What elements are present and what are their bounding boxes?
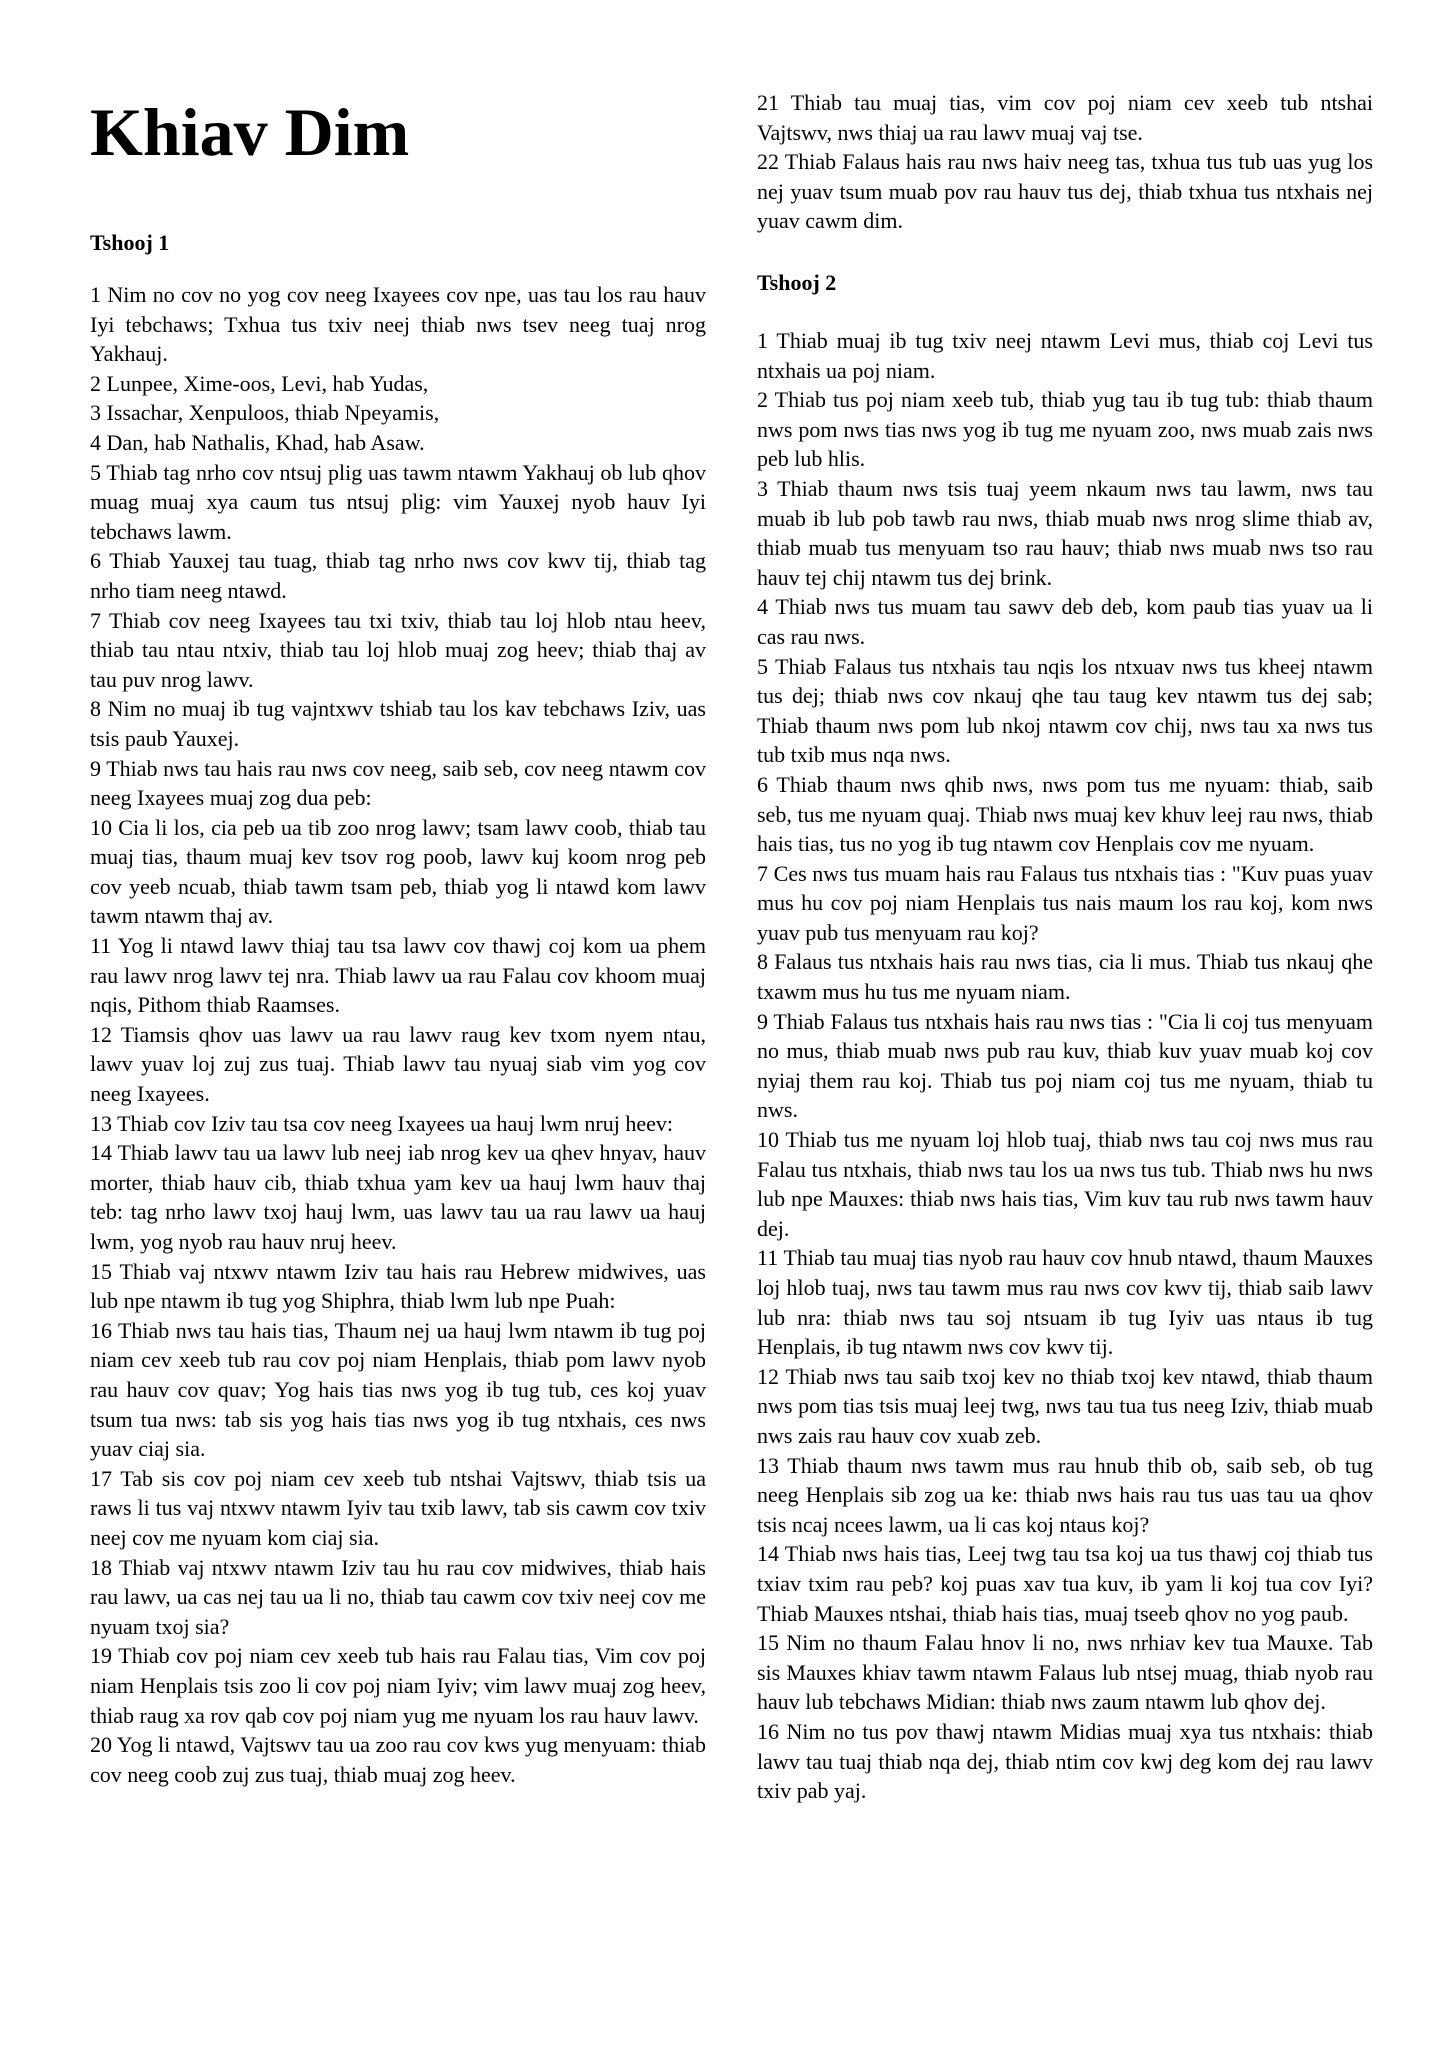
verse: 22 Thiab Falaus hais rau nws haiv neeg tas, txhua tus tub uas yug los nej yuav tsum muab pov rau hauv tus dej, thiab txhua tus ntxhais nej yuav cawm dim. bbox=[757, 149, 1373, 234]
verse: 3 Issachar, Xenpuloos, thiab Npeyamis, bbox=[90, 400, 440, 426]
verse: 14 Thiab nws hais tias, Leej twg tau tsa koj ua tus thawj coj thiab tus txiav txim rau peb? koj puas xav tua kuv, ib yam li koj tua cov Iyi? Thiab Mauxes ntshai, thiab hais tias, muaj tseeb qhov no yog paub. bbox=[757, 1541, 1373, 1626]
verse: 9 Thiab nws tau hais rau nws cov neeg, saib seb, cov neeg ntawm cov neeg Ixayees muaj zog dua peb: bbox=[90, 755, 706, 811]
verse: 6 Thiab Yauxej tau tuag, thiab tag nrho nws cov kwv tij, thiab tag nrho tiam neeg ntawd. bbox=[90, 548, 706, 603]
verse: 5 Thiab Falaus tus ntxhais tau nqis los ntxuav nws tus kheej ntawm tus dej; thiab nws cov nkauj qhe tau taug kev ntawm tus dej sab; Thiab thaum nws pom lub nkoj ntawm cov chij, nws tau xa nws tus tub txib mus nqa nws. bbox=[757, 653, 1373, 768]
verse: 2 Lunpee, Xime-oos, Levi, hab Yudas, bbox=[90, 370, 429, 396]
verse: 13 Thiab thaum nws tawm mus rau hnub thib ob, saib seb, ob tug neeg Henplais sib zog ua ke: thiab nws hais rau tus uas tau ua qhov tsis ncaj ncees lawm, ua li cas koj ntaus koj? bbox=[757, 1452, 1373, 1537]
verse: 7 Ces nws tus muam hais rau Falaus tus ntxhais tias : "Kuv puas yuav mus hu cov poj niam Henplais tus nais maum los rau koj, kom nws yuav pub tus menyuam rau koj? bbox=[757, 860, 1373, 945]
verse: 1 Nim no cov no yog cov neeg Ixayees cov npe, uas tau los rau hauv Iyi tebchaws; Txhua tus txiv neej thiab nws tsev neeg tuaj nrog Yakhauj. bbox=[90, 282, 706, 367]
chapter-heading: Tshooj 2 bbox=[757, 270, 837, 295]
verse: 15 Thiab vaj ntxwv ntawm Iziv tau hais rau Hebrew midwives, uas lub npe ntawm ib tug yog Shiphra, thiab lwm lub npe Puah: bbox=[90, 1258, 706, 1314]
verse: 16 Thiab nws tau hais tias, Thaum nej ua hauj lwm ntawm ib tug poj niam cev xeeb tub rau cov poj niam Henplais, thiab pom lawv nyob rau hauv cov quav; Yog hais tias nws yog ib tug tub, ces koj yuav tsum tua nws: tab sis yog hais tias nws yog ib tug ntxhais, ces nws yuav ciaj sia. bbox=[90, 1317, 706, 1462]
verse: 16 Nim no tus pov thawj ntawm Midias muaj xya tus ntxhais: thiab lawv tau tuaj thiab nqa dej, thiab ntim cov kwj deg kom dej rau lawv txiv pab yaj. bbox=[757, 1718, 1373, 1804]
verse: 7 Thiab cov neeg Ixayees tau txi txiv, thiab tau loj hlob ntau heev, thiab tau ntau ntxiv, thiab tau loj hlob muaj zog heev; thiab thaj av tau puv nrog lawv. bbox=[90, 607, 706, 692]
verse: 14 Thiab lawv tau ua lawv lub neej iab nrog kev ua qhev hnyav, hauv morter, thiab hauv cib, thiab txhua yam kev ua hauj lwm hauv thaj teb: tag nrho lawv txoj hauj lwm, uas lawv tau ua rau lawv ua hauj lwm, yog nyob rau hauv nruj heev. bbox=[90, 1140, 706, 1254]
verse: 9 Thiab Falaus tus ntxhais hais rau nws tias : "Cia li coj tus menyuam no mus, thiab muab nws pub rau kuv, thiab kuv yuav muab koj cov nyiaj them rau koj. Thiab tus poj niam coj tus me nyuam, thiab tu nws. bbox=[757, 1008, 1373, 1123]
verse: 8 Nim no muaj ib tug vajntxwv tshiab tau los kav tebchaws Iziv, uas tsis paub Yauxej. bbox=[90, 696, 706, 751]
verse: 13 Thiab cov Iziv tau tsa cov neeg Ixayees ua hauj lwm nruj heev: bbox=[90, 1110, 674, 1136]
verse: 2 Thiab tus poj niam xeeb tub, thiab yug tau ib tug tub: thiab thaum nws pom nws tias nws yog ib tug me nyuam zoo, nws muab zais nws peb lub hlis. bbox=[757, 387, 1373, 472]
chapter-1-verses-continued bbox=[757, 88, 1373, 236]
verse: 12 Thiab nws tau saib txoj kev no thiab txoj kev ntawd, thiab thaum nws pom tias tsis muaj leej twg, nws tau tua tus neeg Iziv, thiab muab nws zais rau hauv cov xuab zeb. bbox=[757, 1363, 1373, 1448]
verse: 5 Thiab tag nrho cov ntsuj plig uas tawm ntawm Yakhauj ob lub qhov muag muaj xya caum tus ntsuj plig: vim Yauxej nyob hauv Iyi tebchaws lawm. bbox=[90, 459, 706, 544]
verse: 10 Cia li los, cia peb ua tib zoo nrog lawv; tsam lawv coob, thiab tau muaj tias, thaum muaj kev tsov rog poob, lawv kuj koom nrog peb cov yeeb ncuab, thiab tawm tsam peb, thiab yog li ntawd kom lawv tawm ntawm thaj av. bbox=[90, 814, 706, 929]
verse: 12 Tiamsis qhov uas lawv ua rau lawv raug kev txom nyem ntau, lawv yuav loj zuj zus tuaj. Thiab lawv tau nyuaj siab vim yog cov neeg Ixayees. bbox=[90, 1021, 706, 1107]
chapter-1-verses bbox=[90, 280, 706, 1789]
verse: 4 Dan, hab Nathalis, Khad, hab Asaw. bbox=[90, 429, 425, 455]
verse: 10 Thiab tus me nyuam loj hlob tuaj, thiab nws tau coj nws mus rau Falau tus ntxhais, thiab nws tau los ua nws tus tub. Thiab nws hu nws lub npe Mauxes: thiab nws hais tias, Vim kuv tau rub nws tawm hauv dej. bbox=[757, 1127, 1373, 1241]
verse: 3 Thiab thaum nws tsis tuaj yeem nkaum nws tau lawm, nws tau muab ib lub pob tawb rau nws, thiab muab nws nrog slime thiab av, thiab muab tus menyuam tso rau hauv; thiab nws muab nws tso rau hauv tej chij ntawm tus dej brink. bbox=[757, 475, 1373, 590]
chapter-heading: Tshooj 1 bbox=[90, 230, 170, 255]
verse: 17 Tab sis cov poj niam cev xeeb tub ntshai Vajtswv, thiab tsis ua raws li tus vaj ntxwv ntawm Iyiv tau txib lawv, tab sis cawm cov txiv neej cov me nyuam kom ciaj sia. bbox=[90, 1465, 706, 1550]
verse: 6 Thiab thaum nws qhib nws, nws pom tus me nyuam: thiab, saib seb, tus me nyuam quaj. Thiab nws muaj kev khuv leej rau nws, thiab hais tias, tus no yog ib tug ntawm cov Henplais cov me nyuam. bbox=[757, 771, 1373, 857]
verse: 21 Thiab tau muaj tias, vim cov poj niam cev xeeb tub ntshai Vajtswv, nws thiaj ua rau lawv muaj vaj tse. bbox=[757, 90, 1373, 145]
verse: 20 Yog li ntawd, Vajtswv tau ua zoo rau cov kws yug menyuam: thiab cov neeg coob zuj zus tuaj, thiab muaj zog heev. bbox=[90, 1732, 706, 1787]
verse: 11 Yog li ntawd lawv thiaj tau tsa lawv cov thawj coj kom ua phem rau lawv nrog lawv tej nra. Thiab lawv ua rau Falau cov khoom muaj nqis, Pithom thiab Raamses. bbox=[90, 933, 706, 1018]
verse: 1 Thiab muaj ib tug txiv neej ntawm Levi mus, thiab coj Levi tus ntxhais ua poj niam. bbox=[757, 328, 1373, 383]
verse: 19 Thiab cov poj niam cev xeeb tub hais rau Falau tias, Vim cov poj niam Henplais tsis zoo li cov poj niam Iyiv; vim lawv muaj zog heev, thiab raug xa rov qab cov poj niam yug me nyuam los rau hauv lawv. bbox=[90, 1643, 706, 1728]
page-title: Khiav Dim bbox=[90, 94, 410, 170]
chapter-2-verses bbox=[757, 326, 1373, 1806]
verse: 4 Thiab nws tus muam tau sawv deb deb, kom paub tias yuav ua li cas rau nws. bbox=[757, 594, 1373, 649]
verse: 8 Falaus tus ntxhais hais rau nws tias, cia li mus. Thiab tus nkauj qhe txawm mus hu tus me nyuam niam. bbox=[757, 949, 1373, 1005]
verse: 15 Nim no thaum Falau hnov li no, nws nrhiav kev tua Mauxe. Tab sis Mauxes khiav tawm ntawm Falaus lub ntsej muag, thiab nyob rau hauv lub tebchaws Midian: thiab nws zaum ntawm lub qhov dej. bbox=[757, 1630, 1373, 1715]
verse: 18 Thiab vaj ntxwv ntawm Iziv tau hu rau cov midwives, thiab hais rau lawv, ua cas nej tau ua li no, thiab tau cawm cov txiv neej cov me nyuam txoj sia? bbox=[90, 1554, 706, 1639]
verse: 11 Thiab tau muaj tias nyob rau hauv cov hnub ntawd, thaum Mauxes loj hlob tuaj, nws tau tawm mus rau nws cov kwv tij, thiab saib lawv lub nra: thiab nws tau soj ntsuam ib tug Iyiv uas ntaus ib tug Henplais, ib tug ntawm nws cov kwv tij. bbox=[757, 1245, 1373, 1360]
